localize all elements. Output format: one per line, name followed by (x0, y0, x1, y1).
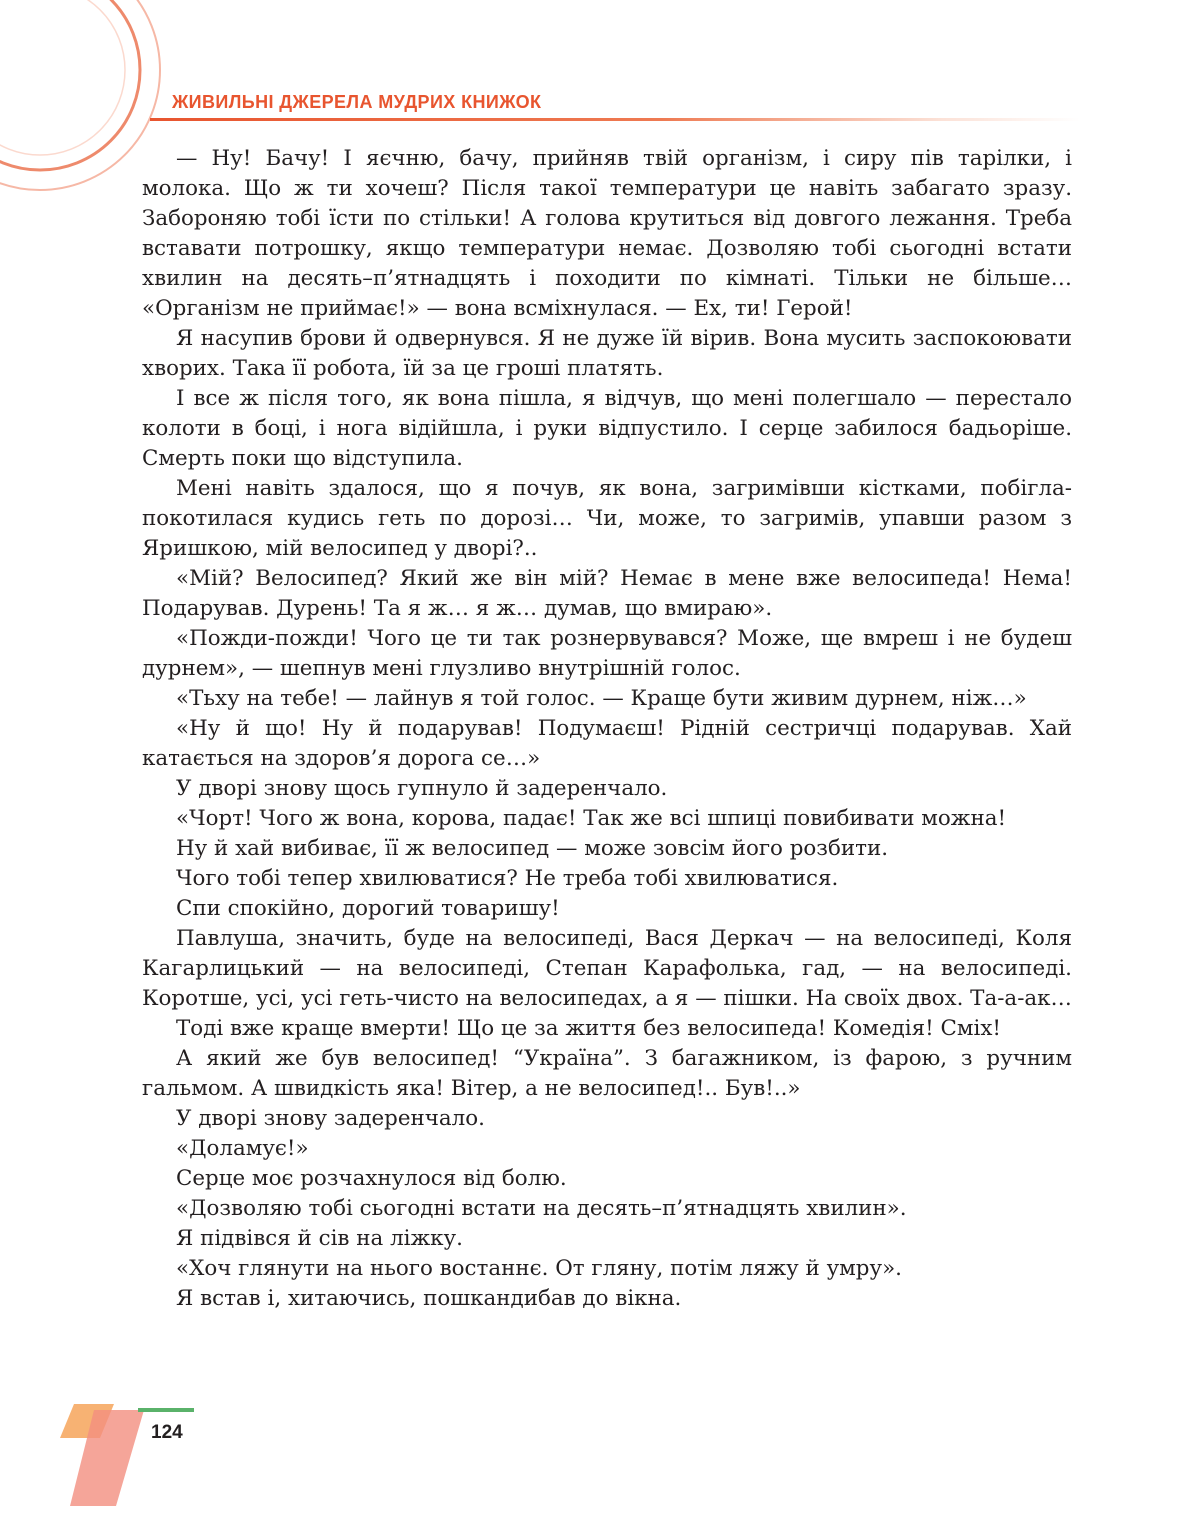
paragraph: Я встав і, хитаючись, пошкандибав до вікна. (176, 1286, 682, 1311)
paragraph: А який же був велосипед! “Україна”. З багажником, із фарою, з ручним гальмом. А швидкість яка! Вітер, а не велосипед!.. Був!..» (142, 1046, 1072, 1101)
paragraph: «Чорт! Чого ж вона, корова, падає! Так же всі шпиці повибивати можна! (176, 806, 1007, 831)
paragraph: «Ну й що! Ну й подарував! Подумаєш! Рідній сестричці подарував. Хай катається на здоров’я дорога се…» (142, 716, 1072, 771)
paragraph: Мені навіть здалося, що я почув, як вона, загримівши кістками, побігла-покотилася кудись геть по дорозі… Чи, може, то загримів, упавши разом з Яришкою, мій велосипед у дворі?.. (142, 476, 1072, 561)
page-corner-decoration (60, 1400, 200, 1510)
paragraph: «Тьху на тебе! — лайнув я той голос. — Краще бути живим дурнем, ніж…» (176, 686, 1027, 711)
paragraph: Я підвівся й сів на ліжку. (176, 1226, 463, 1251)
paragraph: Спи спокійно, дорогий товаришу! (176, 896, 560, 921)
paragraph: У дворі знову щось гупнуло й задеренчало. (176, 776, 668, 801)
main-text (142, 144, 1072, 1314)
paragraph: Ну й хай вибиває, її ж велосипед — може зовсім його розбити. (176, 836, 889, 861)
paragraph: Я насупив брови й одвернувся. Я не дуже їй вірив. Вона мусить заспокоювати хворих. Така її робота, їй за це гроші платять. (142, 326, 1072, 381)
page-number: 124 (151, 1422, 183, 1443)
paragraph: У дворі знову задеренчало. (176, 1106, 485, 1131)
paragraph: Тоді вже краще вмерти! Що це за життя без велосипеда! Комедія! Сміх! (176, 1016, 1002, 1041)
paragraph: «Мій? Велосипед? Який же він мій? Немає в мене вже велосипеда! Нема! Подарував. Дурень! Та я ж… я ж… думав, що вмираю». (142, 566, 1072, 621)
paragraph: І все ж після того, як вона пішла, я відчув, що мені полегшало — перестало колоти в боці, і нога відійшла, і руки відпустило. І серце забилося бадьоріше. Смерть поки що відступила. (142, 386, 1072, 471)
paragraph: Серце моє розчахнулося від болю. (176, 1166, 567, 1191)
paragraph: «Хоч глянути на нього востаннє. От гляну, потім ляжу й умру». (176, 1256, 902, 1281)
running-title: ЖИВИЛЬНІ ДЖЕРЕЛА МУДРИХ КНИЖОК (172, 92, 542, 112)
paragraph: — Ну! Бачу! І яєчню, бачу, прийняв твій організм, і сиру пів тарілки, і молока. Що ж ти хочеш? Після такої температури це навіть забагато зразу. Забороняю тобі їсти по стільки! А голова крутиться від довгого лежання. Треба вставати потрошку, якщо температури немає. Дозволяю тобі сьогодні встати хвилин на десять–п’ятнадцять і походити по кімнаті. Тільки не більше… «Організм не приймає!» — вона всміхнулася. — Ех, ти! Герой! (142, 146, 1072, 321)
header-divider (150, 118, 1080, 121)
paragraph: Павлуша, значить, буде на велосипеді, Вася Деркач — на велосипеді, Коля Кагарлицький — на велосипеді, Степан Карафолька, гад, — на велосипеді. Коротше, усі, усі геть-чисто на велосипедах, а я — пішки. На своїх двох. Та-а-ак… (142, 926, 1072, 1011)
paragraph: «Доламує!» (176, 1136, 309, 1161)
paragraph: Чого тобі тепер хвилюватися? Не треба тобі хвилюватися. (176, 866, 839, 891)
paragraph: «Дозволяю тобі сьогодні встати на десять–п’ятнадцять хвилин». (176, 1196, 907, 1221)
paragraph: «Пожди-пожди! Чого це ти так рознервувався? Може, ще вмреш і не будеш дурнем», — шепнув мені глузливо внутрішній голос. (142, 626, 1072, 681)
